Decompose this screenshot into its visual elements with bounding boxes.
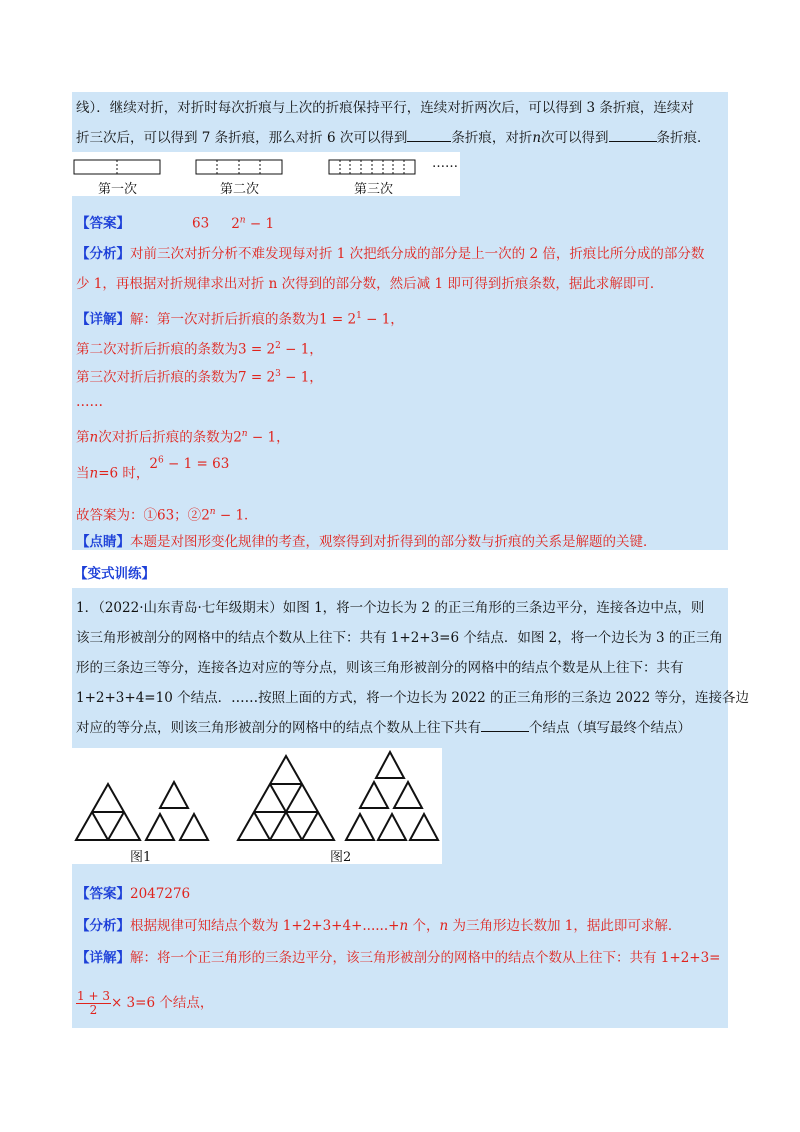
- fraction: $\frac{1 + 3}{2}$: [77, 989, 110, 1017]
- problem-text: 次可以得到: [541, 130, 609, 146]
- fig-caption-third: 第三次: [354, 182, 394, 197]
- detail-ellipsis: ……: [76, 394, 103, 410]
- detail-line: 当n=6 时，$2^6 - 1 = 63$: [76, 455, 230, 482]
- problem-text: 条折痕，对折: [451, 130, 533, 146]
- answer-blank: [609, 129, 657, 142]
- answer-value: 2047276: [130, 886, 191, 902]
- analysis-tag: 【分析】: [76, 918, 130, 934]
- detail-line: 第三次对折后折痕的条数为$7 = 2^3 - 1$，: [76, 369, 323, 386]
- triangle-figures: [72, 748, 442, 864]
- answer-line: [76, 884, 190, 904]
- answer-tag: 【答案】: [76, 886, 130, 902]
- section-title: 【变式训练】: [74, 566, 155, 582]
- problem-text-line: 1+2+3+4=10 个结点．……按照上面的方式，将一个边长为 2022 的正三角形的三条边 2022 等分，连接各边: [76, 690, 749, 706]
- detail-tag: 【详解】: [76, 950, 130, 966]
- analysis-tag: 【分析】: [76, 246, 130, 262]
- answer-value-2: $2^n - 1$: [231, 215, 275, 232]
- answer-blank: [407, 129, 451, 142]
- problem-text-line: 线）．继续对折，对折时每次折痕与上次的折痕保持平行，连续对折两次后，可以得到 3 条折痕，连续对: [76, 100, 694, 116]
- problem-text: 条折痕．: [656, 130, 711, 146]
- detail-line: 【详解】解：第一次对折后折痕的条数为$1 = 2^1 - 1$，: [76, 311, 404, 328]
- point-text: 本题是对图形变化规律的考查，观察得到对折得到的部分数与折痕的关系是解题的关键．: [130, 534, 657, 550]
- point-line: [76, 532, 657, 552]
- analysis-line: 【分析】根据规律可知结点个数为 1+2+3+4+......+n 个，n 为三角形边长数加 1，据此即可求解．: [76, 918, 682, 934]
- detail-line: 第n次对折后折痕的条数为$2^n - 1$，: [76, 429, 290, 446]
- detail-tag: 【详解】: [76, 311, 130, 328]
- answer-tag: 【答案】: [76, 215, 130, 232]
- fig-caption-first: 第一次: [98, 182, 138, 197]
- fig-caption-second: 第二次: [220, 182, 260, 197]
- problem-text-line: 1．（2022·山东青岛·七年级期末）如图 1，将一个边长为 2 的正三角形的三条边平分，连接各边中点，则: [76, 600, 705, 616]
- problem-text-line: [76, 128, 711, 148]
- detail-line: 第二次对折后折痕的条数为$3 = 2^2 - 1$，: [76, 341, 323, 358]
- problem-text-line: 形的三条边三等分，连接各边对应的等分点，则该三角形被剖分的网格中的结点个数是从上往下：共有: [76, 660, 684, 676]
- answer-blank: [481, 719, 529, 732]
- detail-line: 故答案为：①63；$②2^n - 1$．: [76, 507, 258, 524]
- point-tag: 【点睛】: [76, 534, 130, 550]
- answer-line: [76, 210, 274, 234]
- answer-value-1: 63: [192, 215, 210, 232]
- fig-ellipsis: ……: [432, 156, 458, 171]
- folding-figure: [72, 152, 460, 196]
- variable-n: n: [532, 130, 542, 146]
- triangle-figures-svg: [72, 748, 442, 864]
- problem-text-line: 该三角形被剖分的网格中的结点个数从上往下：共有 1+2+3=6 个结点．如图 2，将一个边长为 3 的正三角: [76, 630, 723, 646]
- analysis-text: 对前三次对折分析不难发现每对折 1 次把纸分成的部分是上一次的 2 倍，折痕比所分成的部分数: [130, 246, 705, 262]
- fig2-caption: 图2: [330, 850, 352, 865]
- analysis-line: [76, 244, 704, 264]
- problem-text: 折三次后，可以得到 7 条折痕，那么对折 6 次可以得到: [76, 130, 408, 146]
- detail-line: $\frac{1 + 3}{2}$ × 3=6 个结点，: [77, 989, 214, 1017]
- problem-text-line: 对应的等分点，则该三角形被剖分的网格中的结点个数从上往下共有 个结点（填写最终个结点）: [76, 720, 691, 736]
- fig1-caption: 图1: [130, 850, 152, 865]
- detail-line: 【详解】解：将一个正三角形的三条边平分，该三角形被剖分的网格中的结点个数从上往下：共有 1+2+3=: [76, 950, 721, 966]
- analysis-line: 少 1，再根据对折规律求出对折 n 次得到的部分数，然后减 1 即可得到折痕条数，据此求解即可．: [76, 276, 664, 292]
